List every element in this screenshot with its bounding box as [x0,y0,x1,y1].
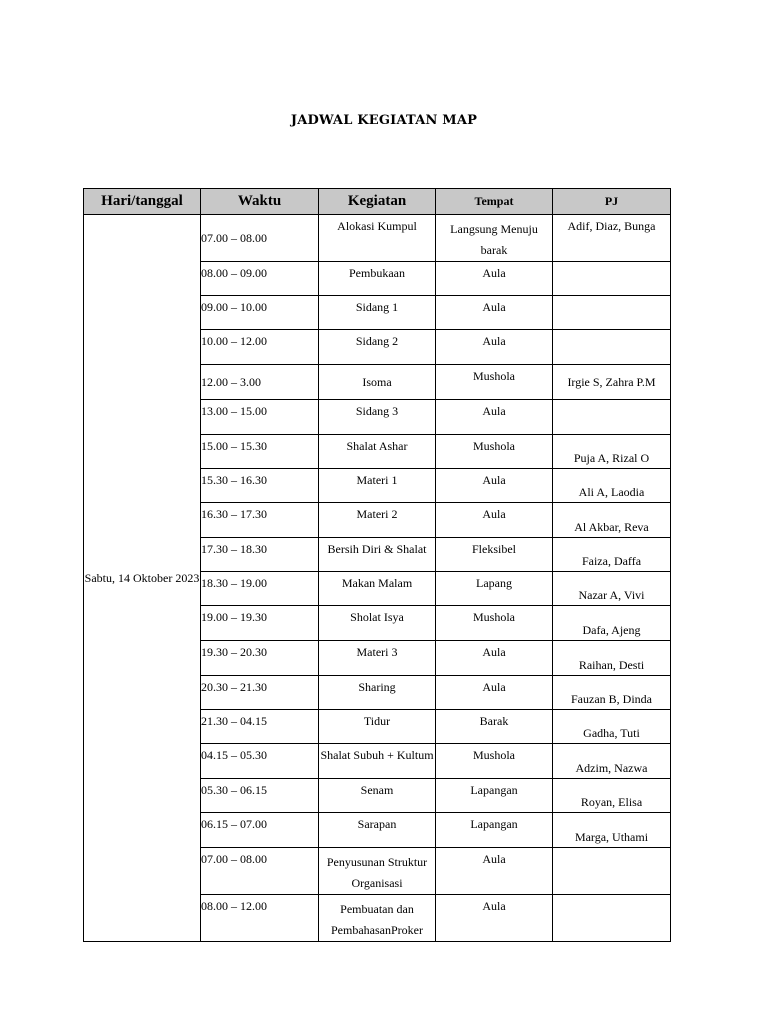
time-cell: 08.00 – 09.00 [201,266,267,280]
time-cell: 05.30 – 06.15 [201,783,267,797]
place-cell: Aula [482,680,506,694]
activity-cell: Pembukaan [349,266,405,280]
activity-cell: Sidang 3 [355,404,399,418]
table-header-row [84,189,671,215]
pj-cell: Dafa, Ajeng [582,623,641,637]
pj-cell: Fauzan B, Dinda [571,692,652,706]
time-cell: 06.15 – 07.00 [201,817,267,831]
activity-cell: Sarapan [357,817,397,831]
place-cell: Lapangan [470,783,518,797]
pj-cell: Marga, Uthami [574,830,649,844]
time-cell: 13.00 – 15.00 [201,404,267,418]
place-cell: Aula [482,899,506,913]
pj-cell: Adzim, Nazwa [575,761,648,775]
activity-cell: Penyusunan Struktur Organisasi [326,855,428,890]
activity-cell: Senam [360,783,394,797]
pj-cell: Adif, Diaz, Bunga [567,219,656,233]
activity-cell: Sholat Isya [350,610,404,624]
header-day: Hari/tanggal [84,189,201,215]
header-place: Tempat [436,189,553,215]
pj-cell: Gadha, Tuti [583,726,640,740]
time-cell: 19.30 – 20.30 [201,645,267,659]
place-cell: Aula [482,507,506,521]
header-time: Waktu [201,189,319,215]
time-cell: 18.30 – 19.00 [201,576,267,590]
place-cell: Mushola [473,369,515,383]
place-cell: Lapang [476,576,512,590]
time-cell: 04.15 – 05.30 [201,748,267,762]
pj-cell: Raihan, Desti [578,658,645,672]
place-cell: Langsung Menuju barak [450,222,538,257]
time-cell: 15.00 – 15.30 [201,439,267,453]
activity-cell: Pembuatan dan PembahasanProker [331,902,423,937]
time-cell: 12.00 – 3.00 [201,375,261,389]
place-cell: Aula [482,473,506,487]
place-cell: Lapangan [470,817,518,831]
time-cell: 07.00 – 08.00 [201,231,267,245]
place-cell: Aula [482,852,506,866]
activity-cell: Bersih Diri & Shalat [327,542,427,556]
activity-cell: Shalat Subuh + Kultum [320,748,434,762]
place-cell: Aula [482,404,506,418]
pj-cell: Puja A, Rizal O [573,451,650,465]
activity-cell: Makan Malam [341,576,413,590]
place-cell: Aula [482,645,506,659]
activity-cell: Materi 1 [356,473,398,487]
activity-cell: Sidang 1 [355,300,399,314]
activity-cell: Materi 2 [356,507,398,521]
time-cell: 17.30 – 18.30 [201,542,267,556]
time-cell: 20.30 – 21.30 [201,680,267,694]
activity-cell: Isoma [362,375,392,389]
activity-cell: Materi 3 [356,645,398,659]
time-cell: 15.30 – 16.30 [201,473,267,487]
header-activity: Kegiatan [319,189,436,215]
pj-cell: Royan, Elisa [580,795,643,809]
header-pj: PJ [553,189,671,215]
place-cell: Aula [482,300,506,314]
activity-cell: Shalat Ashar [346,439,408,453]
time-cell: 07.00 – 08.00 [201,852,267,866]
place-cell: Fleksibel [472,542,516,556]
pj-cell: Nazar A, Vivi [578,588,645,602]
table-row [84,215,671,262]
time-cell: 19.00 – 19.30 [201,610,267,624]
time-cell: 08.00 – 12.00 [201,899,267,913]
place-cell: Aula [482,266,506,280]
time-cell: 10.00 – 12.00 [201,334,267,348]
place-cell: Mushola [473,439,515,453]
page-title: JADWAL KEGIATAN MAP [290,113,478,128]
pj-cell: Al Akbar, Reva [574,520,649,534]
pj-cell: Faiza, Daffa [581,554,642,568]
activity-cell: Sharing [358,680,396,694]
place-cell: Barak [479,714,509,728]
place-cell: Mushola [473,610,515,624]
time-cell: 16.30 – 17.30 [201,507,267,521]
activity-cell: Sidang 2 [355,334,399,348]
activity-cell: Alokasi Kumpul [337,219,417,233]
place-cell: Mushola [473,748,515,762]
pj-cell: Irgie S, Zahra P.M [567,375,656,389]
activity-cell: Tidur [363,714,391,728]
place-cell: Aula [482,334,506,348]
day-cell: Sabtu, 14 Oktober 2023 [84,215,201,942]
pj-cell: Ali A, Laodia [578,485,645,499]
time-cell: 21.30 – 04.15 [201,714,267,728]
schedule-table [83,188,671,942]
time-cell: 09.00 – 10.00 [201,300,267,314]
